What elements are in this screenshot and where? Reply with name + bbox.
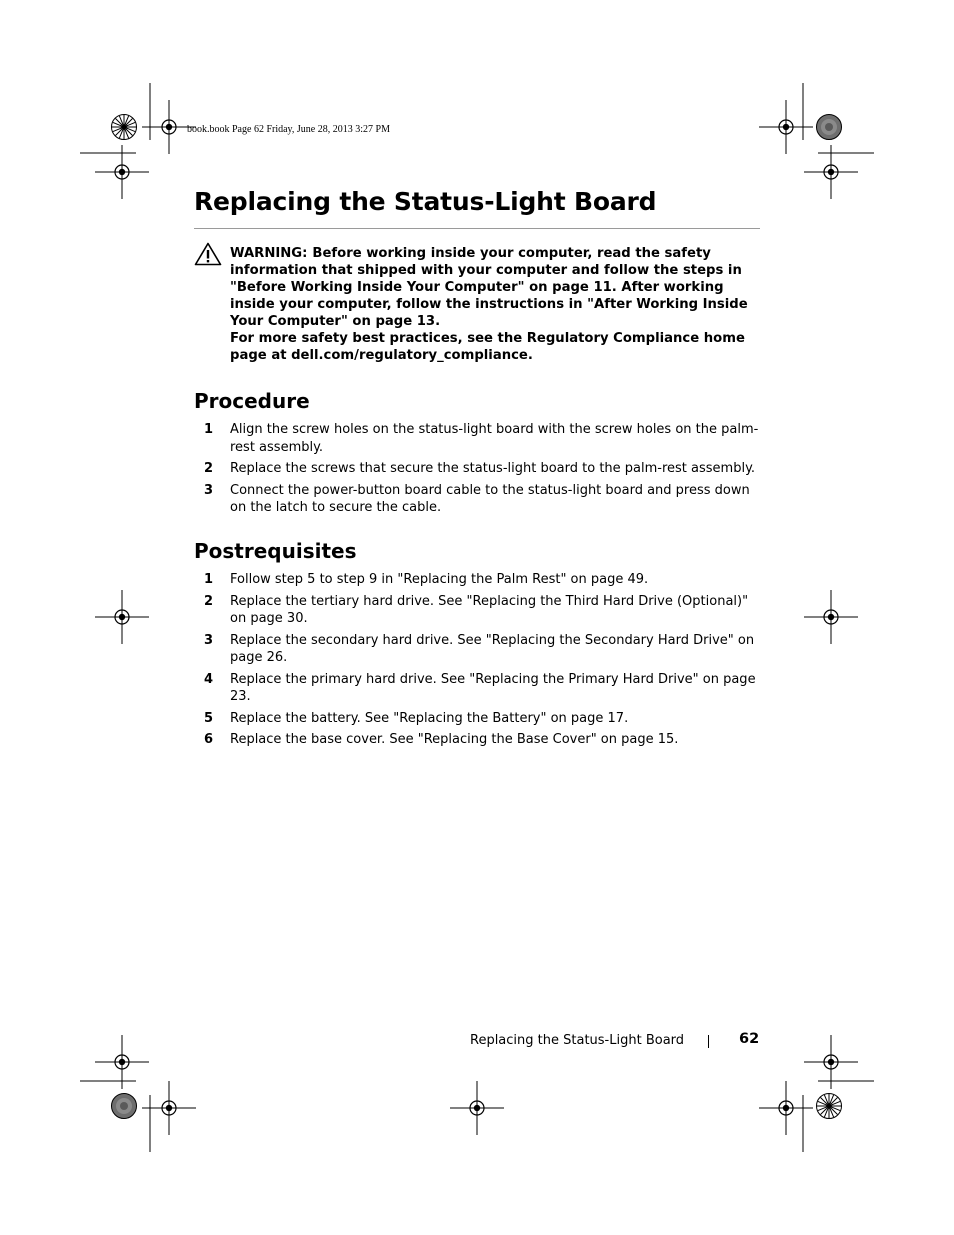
- warning-text-safety-practices: For more safety best practices, see the Regulatory Compliance home page at dell.com/regulatory_compliance.: [230, 331, 745, 363]
- step-number: 1: [204, 572, 214, 587]
- procedure-step: [194, 421, 764, 456]
- step-text: Replace the primary hard drive. See "Replacing the Primary Hard Drive" on page 23.: [230, 671, 756, 704]
- step-text: Replace the screws that secure the status-light board to the palm-rest assembly.: [230, 461, 756, 476]
- postrequisite-step: [194, 710, 764, 728]
- procedure-step: [194, 482, 764, 517]
- safety-warning: [230, 245, 770, 364]
- step-text: Replace the battery. See "Replacing the Battery" on page 17.: [230, 710, 629, 726]
- postrequisite-step: [194, 632, 764, 667]
- step-text: Align the screw holes on the status-light board with the screw holes on the palm-rest assembly.: [230, 422, 759, 455]
- step-number: 2: [204, 593, 214, 609]
- postrequisite-step: [194, 593, 764, 628]
- step-number: 3: [204, 482, 214, 498]
- step-number: 1: [204, 422, 214, 437]
- step-number: 2: [204, 461, 214, 476]
- footer-separator: [708, 1035, 709, 1048]
- procedure-step: [194, 460, 764, 478]
- procedure-steps: [194, 421, 764, 521]
- step-text: Replace the base cover. See "Replacing the Base Cover" on page 15.: [230, 732, 679, 747]
- step-number: 4: [204, 671, 214, 687]
- step-number: 6: [204, 732, 214, 747]
- title-divider: [194, 228, 760, 229]
- procedure-heading: Procedure: [194, 389, 310, 413]
- step-text: Connect the power-button board cable to the status-light board and press down on the latch to secure the cable.: [230, 482, 750, 515]
- step-number: 5: [204, 710, 214, 726]
- warning-label: WARNING:: [230, 246, 308, 261]
- warning-triangle-icon: [194, 242, 222, 266]
- print-slug: book.book Page 62 Friday, June 28, 2013 3:27 PM: [187, 124, 390, 135]
- postrequisites-steps: [194, 571, 764, 753]
- step-number: 3: [204, 632, 214, 648]
- warning-text: Before working inside your computer, read the safety information that shipped with your computer and follow the steps in "Before Working Inside Your Computer" on page 11. After working inside your computer, follow the instructions in "After Working Inside Your Computer" on page 13.: [230, 246, 748, 329]
- step-text: Follow step 5 to step 9 in "Replacing the Palm Rest" on page 49.: [230, 572, 649, 587]
- footer-section-title: Replacing the Status-Light Board: [470, 1033, 685, 1048]
- postrequisite-step: [194, 571, 764, 589]
- postrequisite-step: [194, 671, 764, 706]
- page-number: 62: [739, 1031, 760, 1047]
- page-title: Replacing the Status-Light Board: [194, 187, 657, 216]
- postrequisite-step: [194, 731, 764, 749]
- step-text: Replace the tertiary hard drive. See "Replacing the Third Hard Drive (Optional)" on page 30.: [230, 593, 749, 626]
- postrequisites-heading: Postrequisites: [194, 539, 357, 563]
- step-text: Replace the secondary hard drive. See "Replacing the Secondary Hard Drive" on page 26.: [230, 632, 755, 665]
